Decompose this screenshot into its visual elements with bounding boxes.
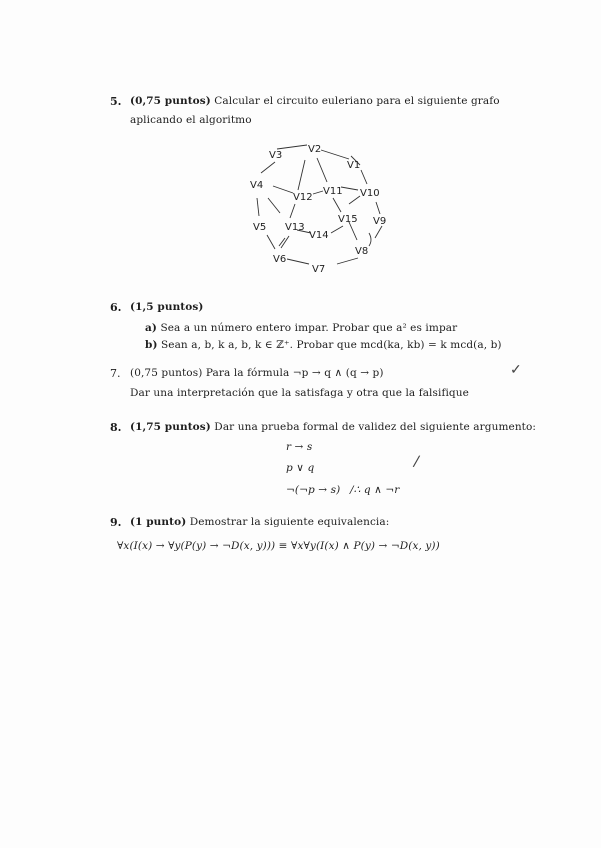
vertex-v4: V4: [250, 180, 264, 191]
q8-premise2: p ∨ q: [286, 462, 315, 474]
q5-text1: Calcular el circuito euleriano para el siguiente grafo: [214, 95, 500, 107]
q8-conclusion: /∴ q ∧ ¬r: [350, 484, 400, 496]
vertex-v15: V15: [338, 214, 358, 225]
q9-number: 9.: [110, 516, 122, 529]
check-mark-q7: ✓: [510, 362, 522, 378]
edge-v9-v8b: [369, 233, 371, 246]
q9-points: (1 punto): [130, 516, 187, 528]
q6-a-label: a): [145, 322, 157, 334]
q7-text2: Dar una interpretación que la satisfaga y otra que la falsifique: [130, 387, 469, 399]
q5-points: (0,75 puntos): [130, 95, 211, 107]
q6-a-text: Sea a un número entero impar. Probar que a² es impar: [160, 322, 458, 334]
vertex-v11: V11: [323, 186, 343, 197]
edge-v4-v12: [273, 186, 293, 193]
q5-text2: aplicando el algoritmo: [130, 114, 252, 126]
q6-points: (1,5 puntos): [130, 301, 204, 313]
vertex-v9: V9: [373, 216, 387, 227]
vertex-v14: V14: [309, 230, 329, 241]
q6-b-label: b): [145, 339, 158, 351]
edge-v4-v13: [268, 198, 280, 213]
vertex-v7: V7: [312, 264, 326, 275]
edge-v12-v11: [313, 191, 323, 194]
edge-v2-v11: [317, 158, 327, 182]
edge-v11-v10: [341, 187, 358, 190]
edge-v7-v6: [287, 259, 309, 264]
edge-v4-v3: [261, 162, 275, 173]
q8-number: 8.: [110, 421, 122, 434]
q8-premise3: ¬(¬p → s): [286, 484, 341, 496]
q6-b-text: Sean a, b, k a, b, k ∈ ℤ⁺. Probar que mcd(ka, kb) = k mcd(a, b): [160, 339, 502, 351]
q9-text: Demostrar la siguiente equivalencia:: [189, 516, 390, 528]
q6-b: [145, 339, 502, 351]
edge-v2-v12: [298, 160, 305, 190]
vertex-v10: V10: [360, 188, 380, 199]
q6-number: 6.: [110, 301, 122, 314]
q9-formula: ∀x(I(x) → ∀y(P(y) → ¬D(x, y))) ≡ ∀x∀y(I(x) ∧ P(y) → ¬D(x, y)): [117, 540, 440, 552]
edge-v13-v6: [279, 238, 285, 246]
vertex-v2: V2: [308, 144, 322, 155]
edge-v8-v7: [337, 258, 358, 264]
edge-v15-v10: [349, 196, 360, 204]
edge-v5-v4: [257, 198, 259, 216]
edge-v11-v15: [333, 198, 341, 212]
vertex-v12: V12: [293, 192, 313, 203]
edge-v3-v2: [277, 145, 307, 149]
slash-mark-q8: /: [412, 451, 421, 471]
edge-v1-v10: [361, 170, 367, 184]
q9-line1: [130, 516, 389, 528]
vertex-v5: V5: [253, 222, 267, 233]
q8-premise1: r → s: [286, 441, 313, 453]
edge-v12-v13: [290, 204, 295, 218]
vertex-v6: V6: [273, 254, 287, 265]
q6-a: [145, 322, 457, 334]
q5-line1: [130, 95, 500, 107]
q8-points: (1,75 puntos): [130, 421, 211, 433]
q8-line1: [130, 421, 536, 433]
q7-number: 7.: [110, 367, 121, 380]
euler-graph-diagram: [245, 138, 415, 280]
edge-v10-v9: [376, 202, 380, 214]
q5-number: 5.: [110, 95, 122, 108]
q7-text1: Para la fórmula ¬p → q ∧ (q → p): [205, 367, 384, 379]
vertex-v8: V8: [355, 246, 369, 257]
vertex-v3: V3: [269, 150, 283, 161]
edge-v9-v8: [375, 226, 382, 238]
edge-v2-v1: [321, 150, 349, 159]
q7-line1: [130, 367, 384, 379]
vertex-v13: V13: [285, 222, 305, 233]
vertex-v1: V1: [347, 160, 361, 171]
edge-v14-v15: [331, 226, 343, 233]
q8-text: Dar una prueba formal de validez del siguiente argumento:: [214, 421, 537, 433]
q7-points: (0,75 puntos): [130, 367, 203, 379]
edge-v6-v5: [267, 235, 275, 249]
